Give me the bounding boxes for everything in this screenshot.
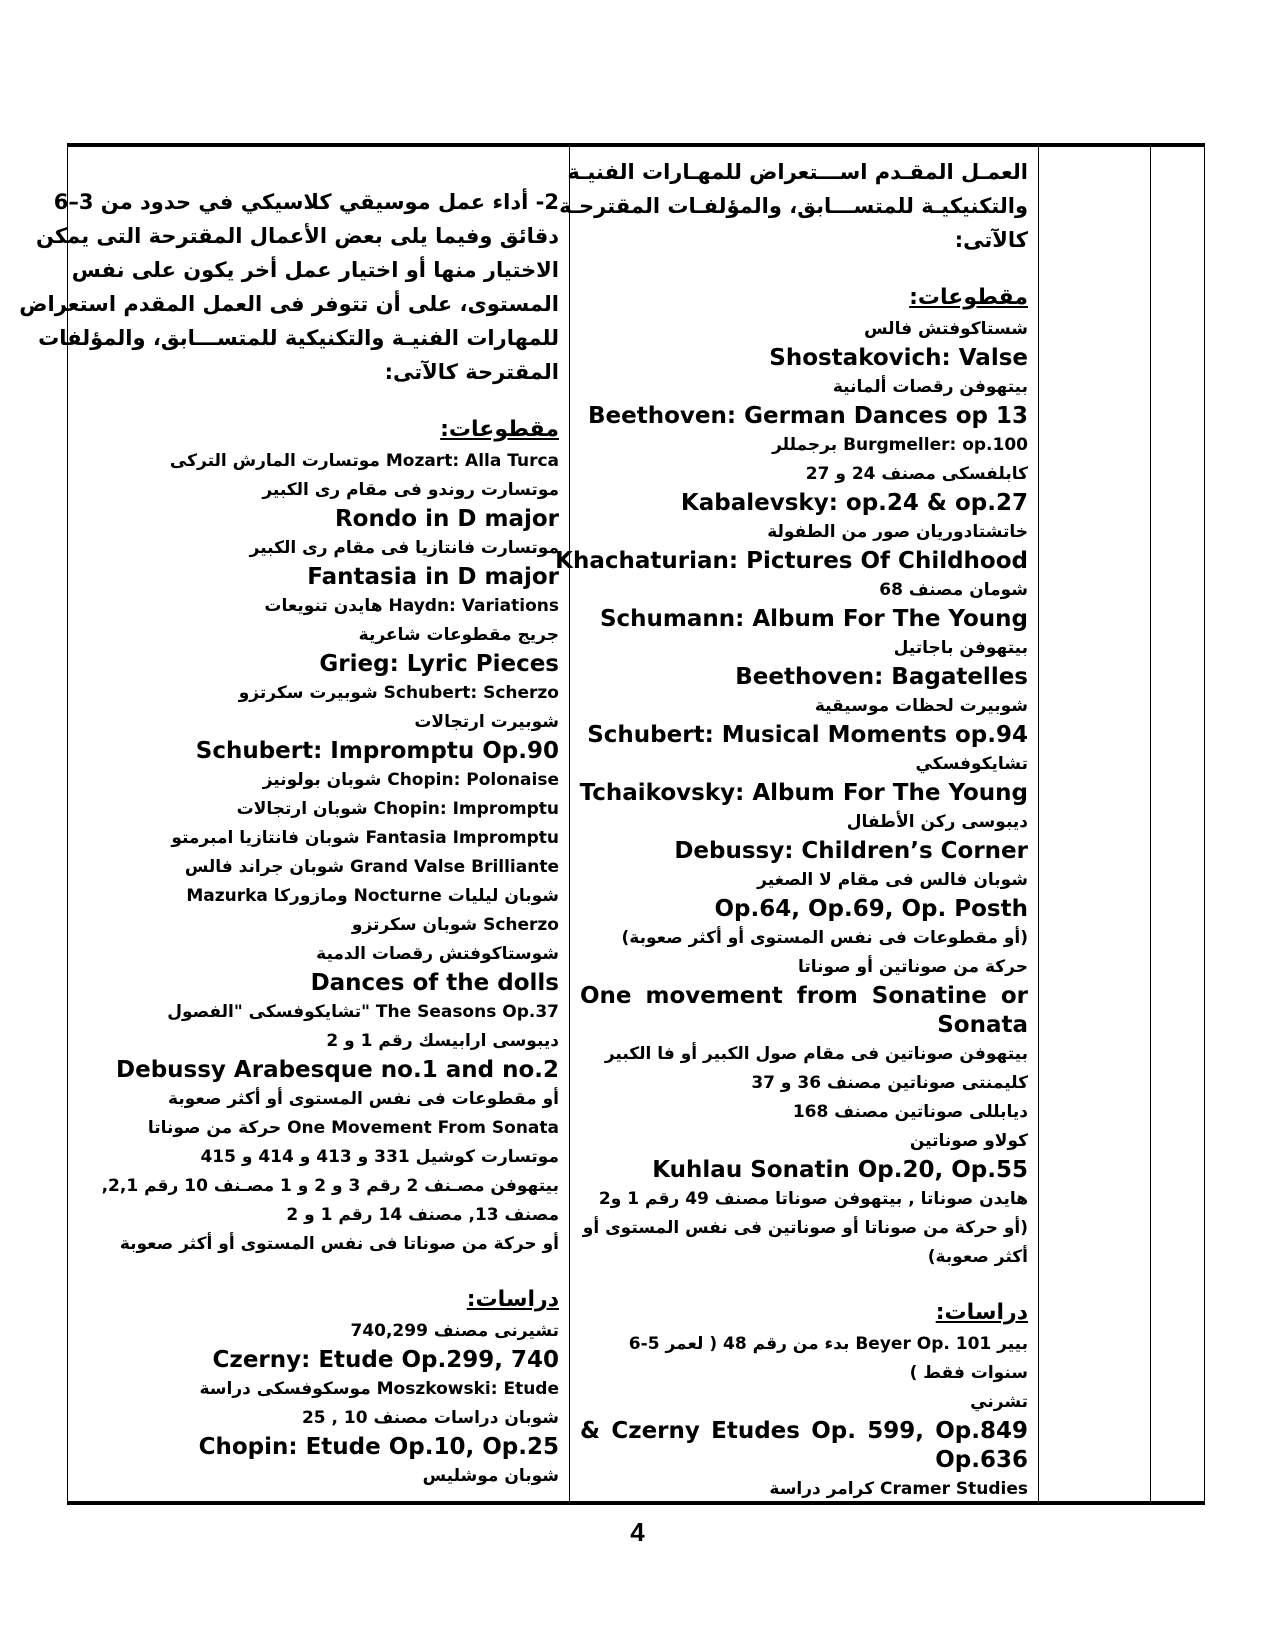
text-line: والتكنيكيـة للمتســـابق، والمؤلفـات المقترحـة [559, 194, 1028, 218]
left-studies-list [78, 1317, 559, 1491]
text-line: شوبان فالس فى مقام لا الصغير [757, 870, 1028, 890]
text-line: The Seasons Op.37 "تشايكوفسكى "الفصول [167, 1002, 559, 1022]
left-studies-heading: دراسات: [466, 1287, 559, 1312]
text-line: تشرني [970, 1392, 1028, 1412]
text-line: بيتهوفن صوناتين فى مقام صول الكبير أو فا الكبير [604, 1044, 1028, 1064]
page-number: 4 [630, 1517, 645, 1547]
empty-column-cell [1039, 147, 1151, 1501]
text-line: Scherzo شوبان سكرتزو [351, 915, 559, 935]
text-line: بيتهوفن باجاتيل [893, 638, 1028, 658]
program-table [19, 143, 1205, 1505]
text-line: Haydn: Variations هايدن تنويعات [264, 596, 559, 616]
empty-narrow-column-cell [1151, 147, 1204, 1501]
text-line: موتسارت كوشيل 331 و 413 و 414 و 415 [200, 1147, 559, 1167]
text-line: Grieg: Lyric Pieces [319, 651, 559, 677]
text-line: كولاو صوناتين [909, 1131, 1028, 1151]
text-line: Schubert: Impromptu Op.90 [195, 738, 559, 764]
text-line: موتسارت فانتازيا فى مقام رى الكبير [249, 538, 559, 558]
text-line: شوستاكوفتش رقصات الدمية [316, 944, 559, 964]
text-line: Beethoven: German Dances op 13 [588, 403, 1028, 429]
text-line: دقائق وفيما يلى بعض الأعمال المقترحة التى يمكن [36, 224, 559, 248]
left-pieces-list [78, 447, 559, 1259]
text-line: تشايكوفسكي [915, 754, 1028, 774]
text-line: موتسارت روندو فى مقام رى الكبير [262, 480, 559, 500]
text-line: Czerny Etudes Op. 599, Op.849 & [580, 1418, 1028, 1444]
text-line: أو حركة من صوناتا فى نفس المستوى أو أكثر صعوبة [119, 1234, 559, 1254]
text-line: خاتشتادوريان صور من الطفولة [767, 522, 1028, 542]
text-line: Chopin: Impromptu شوبان ارتجالات [236, 799, 559, 819]
text-line: Cramer Studies كرامر دراسة [769, 1479, 1028, 1499]
text-line: أكثر صعوبة) [927, 1247, 1028, 1267]
text-line: العمـل المقـدم اســـتعراض للمهـارات الفنيـة [567, 160, 1028, 184]
text-line: للمهارات الفنيـة والتكنيكية للمتســـابق، والمؤلفات [38, 326, 559, 350]
text-line: Czerny: Etude Op.299, 740 [212, 1347, 559, 1373]
text-line: Grand Valse Brilliante شوبان جراند فالس [184, 857, 559, 877]
text-line: جريج مقطوعات شاعرية [358, 625, 559, 645]
text-line: Dances of the dolls [310, 970, 559, 996]
text-line: Moszkowski: Etude موسكوفسكى دراسة [199, 1379, 559, 1399]
text-line: Schubert: Musical Moments op.94 [587, 722, 1028, 748]
text-line: Op.636 [935, 1447, 1028, 1473]
text-line: شوبان ليليات Nocturne ومازوركا Mazurka [186, 886, 559, 906]
text-line: (أو حركة من صوناتا أو صوناتين فى نفس المستوى أو [582, 1218, 1028, 1238]
text-line: ديبوسى ارابيسك رقم 1 و 2 [326, 1031, 559, 1051]
text-line: الاختيار منها أو اختيار عمل أخر يكون على نفس [71, 258, 559, 282]
text-line: Debussy: Children’s Corner [674, 838, 1028, 864]
text-line: شومان مصنف 68 [879, 580, 1028, 600]
text-line: Mozart: Alla Turca موتسارت المارش التركى [169, 451, 559, 471]
text-line: Fantasia Impromptu شوبان فانتازيا امبرمتو [171, 828, 559, 848]
text-line: المستوى، على أن تتوفر فى العمل المقدم استعراض [19, 292, 559, 316]
left-intro [19, 185, 559, 389]
text-line: Beethoven: Bagatelles [735, 664, 1028, 690]
text-line: كابلفسكى مصنف 24 و 27 [805, 464, 1028, 484]
text-line: Burgmeller: op.100 برجمللر [772, 435, 1028, 455]
text-line: المقترحة كالآتى: [384, 360, 559, 384]
left-pieces-heading: مقطوعات: [440, 417, 559, 442]
text-line: تشيرنى مصنف 740,299 [350, 1321, 559, 1341]
middle-column-cell [555, 147, 1039, 1501]
text-line: بيير Beyer Op. 101 بدء من رقم 48 ( لعمر 5-6 [628, 1334, 1028, 1354]
text-line: Chopin: Polonaise شوبان بولونيز [262, 770, 559, 790]
text-line: حركة من صوناتين أو صوناتا [797, 957, 1028, 977]
text-line: 2- أداء عمل موسيقي كلاسيكي في حدود من 3–6 [53, 190, 559, 214]
text-line: Schumann: Album For The Young [599, 606, 1028, 632]
text-line: هايدن صوناتا , بيتهوفن صوناتا مصنف 49 رقم 1 و2 [598, 1189, 1028, 1209]
text-line: مصنف 13, مصنف 14 رقم 1 و 2 [286, 1205, 559, 1225]
text-line: Sonata [937, 1012, 1028, 1038]
text-line: شستاكوفتش فالس [864, 319, 1028, 339]
text-line: Kuhlau Sonatin Op.20, Op.55 [652, 1157, 1028, 1183]
text-line: أو مقطوعات فى نفس المستوى أو أكثر صعوبة [168, 1089, 559, 1109]
text-line: Chopin: Etude Op.10, Op.25 [198, 1434, 559, 1460]
text-line: كليمنتى صوناتين مصنف 36 و 37 [751, 1073, 1028, 1093]
text-line: شوبيرت لحظات موسيقية [814, 696, 1028, 716]
text-line: Kabalevsky: op.24 & op.27 [680, 490, 1028, 516]
text-line: One Movement From Sonata حركة من صوناتا [147, 1118, 559, 1138]
text-line: Khachaturian: Pictures Of Childhood [555, 548, 1028, 574]
middle-pieces-heading: مقطوعات: [909, 285, 1028, 310]
text-line: كالآتى: [954, 228, 1028, 252]
text-line: Op.64, Op.69, Op. Posth [714, 896, 1028, 922]
left-column-cell [19, 147, 570, 1501]
text-line: سنوات فقط ) [909, 1363, 1028, 1383]
text-line: One movement from Sonatine or [580, 983, 1028, 1009]
text-line: Schubert: Scherzo شوبيرت سكرتزو [238, 683, 559, 703]
text-line: Fantasia in D major [307, 564, 559, 590]
text-line: Tchaikovsky: Album For The Young [579, 780, 1028, 806]
text-line: ديبوسى ركن الأطفال [846, 812, 1028, 832]
text-line: شوبان موشليس [422, 1466, 559, 1486]
middle-pieces-list [555, 315, 1028, 1272]
middle-intro [559, 155, 1028, 257]
middle-studies-heading: دراسات: [935, 1300, 1028, 1325]
text-line: (أو مقطوعات فى نفس المستوى أو أكثر صعوبة) [621, 928, 1028, 948]
text-line: شوبيرت ارتجالات [414, 712, 559, 732]
text-line: Rondo in D major [334, 506, 559, 532]
middle-studies-list [580, 1330, 1028, 1504]
text-line: Debussy Arabesque no.1 and no.2 [116, 1057, 559, 1083]
text-line: بيتهوفن مصـنف 2 رقم 3 و 2 و 1 مصـنف 10 رقم 2,1, [101, 1176, 559, 1196]
text-line: شوبان دراسات مصنف 10 , 25 [301, 1408, 559, 1428]
text-line: بيتهوفن رقصات ألمانية [832, 377, 1028, 397]
text-line: Shostakovich: Valse [769, 345, 1028, 371]
text-line: ديابللى صوناتين مصنف 168 [792, 1102, 1028, 1122]
